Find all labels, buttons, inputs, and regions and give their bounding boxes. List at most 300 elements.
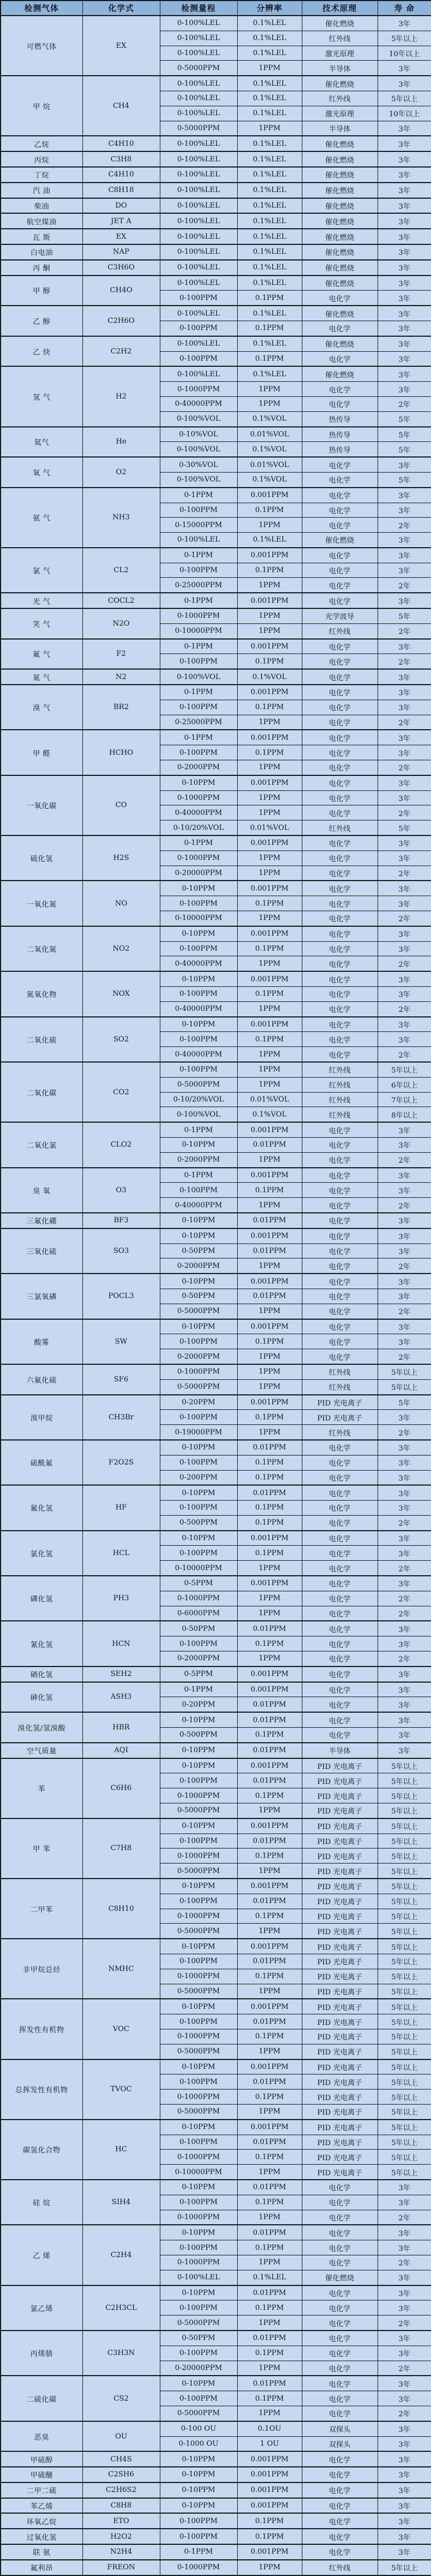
resolution-cell: 0.01PPM <box>237 2014 302 2029</box>
lifespan-cell: 2年 <box>378 1304 431 1319</box>
range-cell: 0-10PPM <box>160 2482 237 2498</box>
gas-name-cell: 氮氧化物 <box>1 971 82 1016</box>
gas-name-cell: 酸雾 <box>1 1319 82 1364</box>
lifespan-cell: 3年 <box>378 1319 431 1334</box>
formula-cell: NMHC <box>82 1939 160 1999</box>
gas-name-cell: 硅 烷 <box>1 2180 82 2225</box>
range-cell: 0-20000PPM <box>160 2361 237 2376</box>
range-cell: 0-1PPM <box>160 1682 237 1697</box>
table-row <box>1 427 431 442</box>
table-row <box>1 2421 431 2436</box>
lifespan-cell: 3年 <box>378 366 431 381</box>
range-cell: 0-100PPM <box>160 1455 237 1470</box>
range-cell: 0-100PPM <box>160 563 237 578</box>
lifespan-cell: 5年以上 <box>378 1773 431 1788</box>
formula-cell: EX <box>82 16 160 76</box>
principle-cell: 催化燃烧 <box>302 183 378 198</box>
table-row <box>1 306 431 321</box>
principle-cell: 电化学 <box>302 669 378 685</box>
principle-cell: 电化学 <box>302 1183 378 1198</box>
resolution-cell: 0.1%LEL <box>237 91 302 106</box>
range-cell: 0-100%VOL <box>160 442 237 457</box>
gas-name-cell: 丙烯腈 <box>1 2331 82 2376</box>
resolution-cell: 1PPM <box>237 805 302 820</box>
resolution-cell: 0.1PPM <box>237 1032 302 1047</box>
resolution-cell: 1PPM <box>237 1606 302 1621</box>
range-cell: 0-1PPM <box>160 593 237 608</box>
gas-name-cell: 氯乙烯 <box>1 2285 82 2331</box>
resolution-cell: 0.001PPM <box>237 835 302 851</box>
table-row <box>1 213 431 229</box>
gas-name-cell: 氯化氢 <box>1 1531 82 1576</box>
lifespan-cell: 3年 <box>378 2421 431 2436</box>
range-cell: 0-10PPM <box>160 881 237 896</box>
principle-cell: PID 光电离子 <box>302 1909 378 1924</box>
principle-cell: 电化学 <box>302 1576 378 1591</box>
principle-cell: 催化燃烧 <box>302 213 378 229</box>
resolution-cell: 0.1%LEL <box>237 46 302 61</box>
lifespan-cell: 3年 <box>378 260 431 276</box>
principle-cell: 电化学 <box>302 578 378 593</box>
resolution-cell: 1PPM <box>237 1304 302 1319</box>
formula-cell: CL2 <box>82 548 160 593</box>
principle-cell: 电化学 <box>302 851 378 866</box>
range-cell: 0-100%LEL <box>160 306 237 321</box>
range-cell: 0-100PPM <box>160 1410 237 1425</box>
range-cell: 0-100%LEL <box>160 16 237 31</box>
resolution-cell: 0.1%LEL <box>237 244 302 260</box>
lifespan-cell: 5年以上 <box>378 1954 431 1969</box>
resolution-cell: 0.1%VOL <box>237 1107 302 1122</box>
table-row <box>1 1168 431 1183</box>
resolution-cell: 1PPM <box>237 1924 302 1939</box>
resolution-cell: 0.1%LEL <box>237 136 302 151</box>
lifespan-cell: 3年 <box>378 198 431 214</box>
table-row <box>1 2544 431 2560</box>
formula-cell: C4H10 <box>82 167 160 183</box>
principle-cell: 电化学 <box>302 1666 378 1682</box>
range-cell: 0-10PPM <box>160 2467 237 2482</box>
range-cell: 0-10PPM <box>160 1213 237 1228</box>
lifespan-cell: 3年 <box>378 382 431 397</box>
table-row <box>1 1213 431 1228</box>
principle-cell: 半导体 <box>302 121 378 136</box>
resolution-cell: 0.1PPM <box>237 2346 302 2361</box>
resolution-cell: 0.001PPM <box>237 685 302 700</box>
gas-name-cell: 甲 烷 <box>1 76 82 136</box>
table-row <box>1 835 431 851</box>
lifespan-cell: 3年 <box>378 183 431 198</box>
resolution-cell: 0.1PPM <box>237 1183 302 1198</box>
formula-cell: BR2 <box>82 685 160 730</box>
table-row <box>1 1939 431 1954</box>
gas-name-cell: 氟化氢 <box>1 1485 82 1530</box>
range-cell: 0-5000PPM <box>160 1379 237 1394</box>
gas-name-cell: 苯 <box>1 1758 82 1818</box>
resolution-cell: 0.01PPM <box>237 1485 302 1500</box>
lifespan-cell: 3年 <box>378 926 431 941</box>
lifespan-cell: 5年以上 <box>378 2074 431 2090</box>
principle-cell: PID 光电离子 <box>302 1758 378 1773</box>
principle-cell: PID 光电离子 <box>302 1803 378 1818</box>
resolution-cell: 0.01PPM <box>237 2135 302 2150</box>
gas-name-cell: 三氟化硼 <box>1 1213 82 1228</box>
range-cell: 0-5000PPM <box>160 1803 237 1818</box>
formula-cell: SO3 <box>82 1228 160 1274</box>
table-row <box>1 639 431 654</box>
lifespan-cell: 3年 <box>378 306 431 321</box>
principle-cell: 电化学 <box>302 2361 378 2376</box>
principle-cell: 电化学 <box>302 1017 378 1032</box>
principle-cell: PID 光电离子 <box>302 1788 378 1803</box>
lifespan-cell: 2年 <box>378 1152 431 1167</box>
resolution-cell: 0.001PPM <box>237 2451 302 2467</box>
table-row <box>1 76 431 91</box>
formula-cell: N2 <box>82 669 160 685</box>
lifespan-cell: 5年以上 <box>378 91 431 106</box>
range-cell: 0-100PPM <box>160 2135 237 2150</box>
resolution-cell: 0.1PPM <box>237 291 302 306</box>
resolution-cell: 0.1PPM <box>237 987 302 1002</box>
lifespan-cell: 3年 <box>378 1440 431 1455</box>
table-row <box>1 2059 431 2074</box>
lifespan-cell: 3年 <box>378 1017 431 1032</box>
header-row <box>1 1 431 16</box>
lifespan-cell: 5年以上 <box>378 1909 431 1924</box>
resolution-cell: 0.1PPM <box>237 2391 302 2406</box>
lifespan-cell: 2年 <box>378 1001 431 1016</box>
principle-cell: 光学波导 <box>302 608 378 623</box>
principle-cell: 电化学 <box>302 1561 378 1576</box>
principle-cell: 电化学 <box>302 1122 378 1137</box>
table-row <box>1 775 431 790</box>
lifespan-cell: 3年 <box>378 276 431 291</box>
table-row <box>1 881 431 896</box>
resolution-cell: 1PPM <box>237 760 302 775</box>
gas-name-cell: 磷化氢 <box>1 1576 82 1621</box>
resolution-cell: 0.1PPM <box>237 1849 302 1864</box>
formula-cell: CO2 <box>82 1062 160 1122</box>
principle-cell: PID 光电离子 <box>302 2150 378 2165</box>
range-cell: 0-100PPM <box>160 1546 237 1561</box>
lifespan-cell: 3年 <box>378 775 431 790</box>
resolution-cell: 0.1PPM <box>237 1515 302 1530</box>
resolution-cell: 0.1%VOL <box>237 472 302 487</box>
resolution-cell: 0.1%VOL <box>237 442 302 457</box>
principle-cell: 电化学 <box>302 2195 378 2210</box>
gas-name-cell: 六氟化硫 <box>1 1364 82 1395</box>
resolution-cell: 0.01PPM <box>237 1213 302 1228</box>
table-row <box>1 1712 431 1727</box>
lifespan-cell: 5年以上 <box>378 1364 431 1379</box>
resolution-cell: 1PPM <box>237 1864 302 1879</box>
principle-cell: 电化学 <box>302 2316 378 2331</box>
principle-cell: PID 光电离子 <box>302 1864 378 1879</box>
resolution-cell: 0.001PPM <box>237 1682 302 1697</box>
table-row <box>1 1682 431 1697</box>
formula-cell: C4H10 <box>82 136 160 151</box>
principle-cell: PID 光电离子 <box>302 1410 378 1425</box>
principle-cell: 催化燃烧 <box>302 306 378 321</box>
resolution-cell: 0.1PPM <box>237 1636 302 1651</box>
formula-cell: C2H6S2 <box>82 2482 160 2498</box>
table-row <box>1 1818 431 1833</box>
resolution-cell: 0.1PPM <box>237 1410 302 1425</box>
resolution-cell: 1PPM <box>237 1198 302 1213</box>
lifespan-cell: 5年 <box>378 608 431 623</box>
principle-cell: 红外线 <box>302 1077 378 1092</box>
principle-cell: PID 光电离子 <box>302 1818 378 1833</box>
table-row <box>1 366 431 381</box>
formula-cell: SW <box>82 1319 160 1364</box>
lifespan-cell: 2年 <box>378 2361 431 2376</box>
formula-cell: H2O2 <box>82 2529 160 2544</box>
table-row <box>1 2120 431 2135</box>
principle-cell: 催化燃烧 <box>302 136 378 151</box>
principle-cell: PID 光电离子 <box>302 2059 378 2074</box>
range-cell: 0-1000PPM <box>160 1969 237 1984</box>
resolution-cell: 1PPM <box>237 2255 302 2270</box>
range-cell: 0-5000PPM <box>160 1304 237 1319</box>
principle-cell: 电化学 <box>302 2544 378 2560</box>
lifespan-cell: 10年以上 <box>378 106 431 121</box>
range-cell: 0-100PPM <box>160 745 237 760</box>
principle-cell: 电化学 <box>302 941 378 956</box>
table-row <box>1 1666 431 1682</box>
range-cell: 0-5PPM <box>160 1576 237 1591</box>
resolution-cell: 0.01%VOL <box>237 1092 302 1107</box>
principle-cell: 电化学 <box>302 1621 378 1636</box>
principle-cell: 激光原理 <box>302 46 378 61</box>
range-cell: 0-100PPM <box>160 1501 237 1516</box>
range-cell: 0-100PPM <box>160 2074 237 2090</box>
principle-cell: 电化学 <box>302 639 378 654</box>
principle-cell: 催化燃烧 <box>302 198 378 214</box>
range-cell: 0-100PPM <box>160 1833 237 1849</box>
lifespan-cell: 2年 <box>378 623 431 638</box>
resolution-cell: 0.01PPM <box>237 1621 302 1636</box>
range-cell: 0-100PPM <box>160 896 237 911</box>
lifespan-cell: 2年 <box>378 578 431 593</box>
table-row <box>1 229 431 244</box>
resolution-cell: 1PPM <box>237 121 302 136</box>
resolution-cell: 0.01PPM <box>237 2180 302 2195</box>
gas-name-cell: 恶臭 <box>1 2421 82 2452</box>
gas-name-cell: 氟利昂 <box>1 2560 82 2575</box>
range-cell: 0-10PPM <box>160 1712 237 1727</box>
lifespan-cell: 3年 <box>378 896 431 911</box>
resolution-cell: 0.1PPM <box>237 896 302 911</box>
header-gas: 检测气体 <box>1 1 82 16</box>
formula-cell: NO2 <box>82 926 160 971</box>
lifespan-cell: 2年 <box>378 1425 431 1440</box>
lifespan-cell: 3年 <box>378 1712 431 1727</box>
principle-cell: 电化学 <box>302 1243 378 1258</box>
principle-cell: 热传导 <box>302 442 378 457</box>
resolution-cell: 1PPM <box>237 1077 302 1092</box>
lifespan-cell: 2年 <box>378 1047 431 1062</box>
lifespan-cell: 3年 <box>378 2285 431 2300</box>
gas-name-cell: 溴甲烷 <box>1 1395 82 1440</box>
lifespan-cell: 2年 <box>378 1198 431 1213</box>
formula-cell: ASH3 <box>82 1682 160 1713</box>
formula-cell: TVOC <box>82 2059 160 2120</box>
range-cell: 0-40000PPM <box>160 1198 237 1213</box>
range-cell: 0-100PPM <box>160 291 237 306</box>
table-row <box>1 926 431 941</box>
header-principle: 技术原理 <box>302 1 378 16</box>
resolution-cell: 0.1PPM <box>237 745 302 760</box>
range-cell: 0-1000PPM <box>160 851 237 866</box>
resolution-cell: 0.001PPM <box>237 1818 302 1833</box>
gas-name-cell: 二甲苯 <box>1 1879 82 1939</box>
resolution-cell: 0.01PPM <box>237 1243 302 1258</box>
gas-name-cell: 臭 氧 <box>1 1168 82 1213</box>
lifespan-cell: 3年 <box>378 2270 431 2285</box>
range-cell: 0-5000PPM <box>160 1924 237 1939</box>
resolution-cell: 1PPM <box>237 1425 302 1440</box>
header-resolution: 分辨率 <box>237 1 302 16</box>
formula-cell: NH3 <box>82 488 160 548</box>
formula-cell: C6H6 <box>82 1758 160 1818</box>
resolution-cell: 0.01%VOL <box>237 427 302 442</box>
resolution-cell: 1PPM <box>237 2361 302 2376</box>
lifespan-cell: 5年以上 <box>378 2165 431 2180</box>
principle-cell: 电化学 <box>302 745 378 760</box>
lifespan-cell: 3年 <box>378 1183 431 1198</box>
gas-table-body <box>1 16 431 2575</box>
table-row <box>1 2482 431 2498</box>
table-row <box>1 2498 431 2514</box>
range-cell: 0-100PPM <box>160 503 237 518</box>
principle-cell: 电化学 <box>302 1319 378 1334</box>
lifespan-cell: 3年 <box>378 1697 431 1712</box>
formula-cell: SEH2 <box>82 1666 160 1682</box>
lifespan-cell: 3年 <box>378 1243 431 1258</box>
formula-cell: OU <box>82 2421 160 2452</box>
resolution-cell: 1PPM <box>237 1651 302 1666</box>
resolution-cell: 0.1%LEL <box>237 336 302 351</box>
formula-cell: BF3 <box>82 1213 160 1228</box>
gas-name-cell: 乙烷 <box>1 136 82 151</box>
table-row <box>1 136 431 151</box>
table-row <box>1 1485 431 1500</box>
range-cell: 0-100PPM <box>160 2513 237 2529</box>
range-cell: 0-10PPM <box>160 1818 237 1833</box>
principle-cell: 电化学 <box>302 835 378 851</box>
resolution-cell: 0.001PPM <box>237 1395 302 1410</box>
lifespan-cell: 3年 <box>378 351 431 366</box>
lifespan-cell: 3年 <box>378 1743 431 1758</box>
gas-name-cell: 汽 油 <box>1 183 82 198</box>
range-cell: 0-2000PPM <box>160 1651 237 1666</box>
resolution-cell: 0.01PPM <box>237 1773 302 1788</box>
lifespan-cell: 2年 <box>378 1561 431 1576</box>
range-cell: 0-50PPM <box>160 1621 237 1636</box>
lifespan-cell: 2年 <box>378 1349 431 1364</box>
gas-name-cell: 三氯氧磷 <box>1 1274 82 1319</box>
principle-cell: 电化学 <box>302 1228 378 1243</box>
principle-cell: 红外线 <box>302 1425 378 1440</box>
lifespan-cell: 7年以上 <box>378 1092 431 1107</box>
range-cell: 0-10PPM <box>160 1743 237 1758</box>
formula-cell: C2SH6 <box>82 2467 160 2482</box>
lifespan-cell: 3年 <box>378 987 431 1002</box>
range-cell: 0-40000PPM <box>160 956 237 971</box>
principle-cell: 红外线 <box>302 1379 378 1394</box>
lifespan-cell: 6年以上 <box>378 1077 431 1092</box>
lifespan-cell: 3年 <box>378 76 431 91</box>
lifespan-cell: 5年以上 <box>378 1984 431 1999</box>
resolution-cell: 0.1PPM <box>237 351 302 366</box>
range-cell: 0-1000 OU <box>160 2436 237 2451</box>
lifespan-cell: 5年 <box>378 820 431 835</box>
range-cell: 0-1PPM <box>160 730 237 745</box>
principle-cell: PID 光电离子 <box>302 1833 378 1849</box>
principle-cell: 电化学 <box>302 1304 378 1319</box>
resolution-cell: 0.001PPM <box>237 775 302 790</box>
resolution-cell: 0.1OU <box>237 2421 302 2436</box>
range-cell: 0-100PPM <box>160 987 237 1002</box>
principle-cell: 电化学 <box>302 2391 378 2406</box>
range-cell: 0-100PPM <box>160 2391 237 2406</box>
resolution-cell: 0.1PPM <box>237 941 302 956</box>
lifespan-cell: 3年 <box>378 1636 431 1651</box>
range-cell: 0-500PPM <box>160 1728 237 1743</box>
table-row <box>1 1274 431 1289</box>
header-formula: 化学式 <box>82 1 160 16</box>
principle-cell: 激光原理 <box>302 106 378 121</box>
formula-cell: C8H18 <box>82 183 160 198</box>
table-row <box>1 2529 431 2544</box>
lifespan-cell: 2年 <box>378 1258 431 1274</box>
resolution-cell: 0.1%LEL <box>237 31 302 46</box>
resolution-cell: 0.01PPM <box>237 2225 302 2240</box>
lifespan-cell: 3年 <box>378 2513 431 2529</box>
principle-cell: PID 光电离子 <box>302 1849 378 1864</box>
formula-cell: C8H10 <box>82 1879 160 1939</box>
principle-cell: 电化学 <box>302 1682 378 1697</box>
principle-cell: 电化学 <box>302 351 378 366</box>
lifespan-cell: 3年 <box>378 457 431 472</box>
range-cell: 0-2000PPM <box>160 760 237 775</box>
range-cell: 0-10000PPM <box>160 1561 237 1576</box>
gas-name-cell: 二氧化碳 <box>1 1062 82 1122</box>
range-cell: 0-10PPM <box>160 2451 237 2467</box>
principle-cell: 电化学 <box>302 1470 378 1485</box>
principle-cell: 电化学 <box>302 488 378 503</box>
lifespan-cell: 5年 <box>378 442 431 457</box>
lifespan-cell: 5年以上 <box>378 2044 431 2059</box>
range-cell: 0-1PPM <box>160 1168 237 1183</box>
principle-cell: 电化学 <box>302 1712 378 1727</box>
range-cell: 0-100%VOL <box>160 472 237 487</box>
range-cell: 0-10PPM <box>160 2059 237 2074</box>
lifespan-cell: 2年 <box>378 1651 431 1666</box>
range-cell: 0-5000PPM <box>160 2104 237 2119</box>
range-cell: 0-100PPM <box>160 321 237 336</box>
lifespan-cell: 2年 <box>378 805 431 820</box>
resolution-cell: 0.001PPM <box>237 730 302 745</box>
lifespan-cell: 3年 <box>378 881 431 896</box>
table-row <box>1 2180 431 2195</box>
lifespan-cell: 3年 <box>378 2376 431 2391</box>
principle-cell: 催化燃烧 <box>302 2270 378 2285</box>
lifespan-cell: 3年 <box>378 2436 431 2451</box>
principle-cell: 催化燃烧 <box>302 533 378 548</box>
principle-cell: 红外线 <box>302 1107 378 1122</box>
resolution-cell: 0.001PPM <box>237 1666 302 1682</box>
